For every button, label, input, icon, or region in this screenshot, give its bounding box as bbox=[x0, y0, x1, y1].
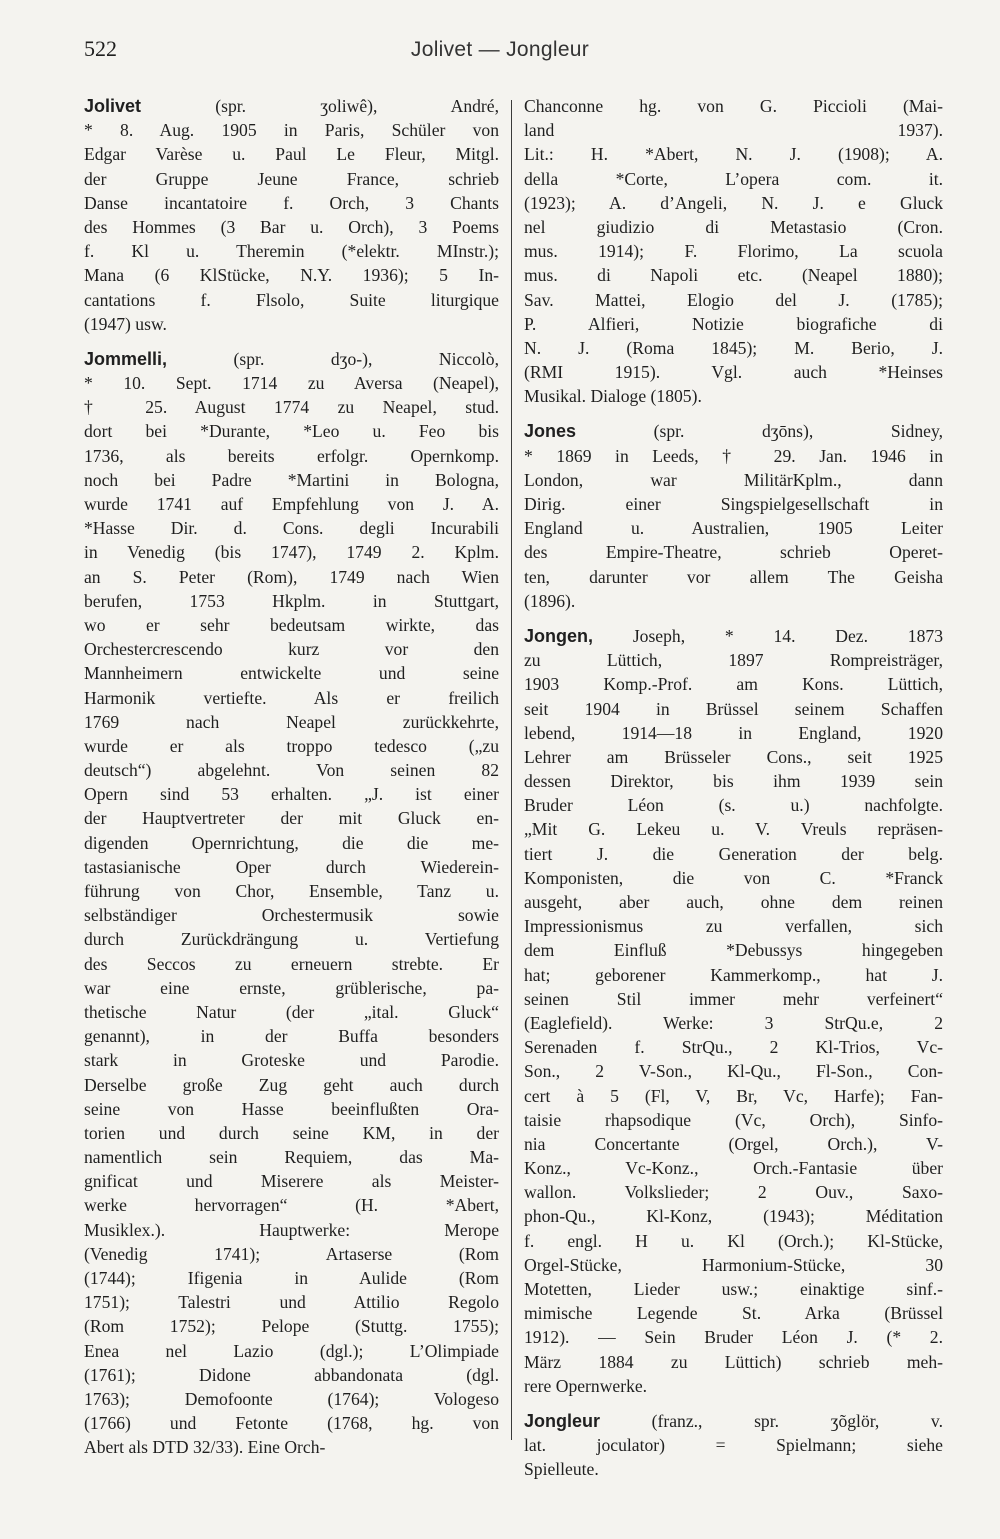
text-line bbox=[84, 1024, 499, 1048]
text-line bbox=[524, 1457, 943, 1481]
text-line bbox=[84, 976, 499, 1000]
text-line bbox=[524, 1011, 943, 1035]
text-line bbox=[84, 347, 499, 371]
text-line bbox=[84, 94, 499, 118]
text-line bbox=[84, 288, 499, 312]
line-text: Komponisten, die von C. *Franck bbox=[524, 867, 943, 888]
text-line bbox=[84, 371, 499, 395]
line-text: Bruder Léon (s. u.) nachfolgte. bbox=[524, 795, 943, 816]
line-text: nia Concertante (Orgel, Orch.), V- bbox=[524, 1133, 943, 1154]
line-text: in Venedig (bis 1747), 1749 2. Kplm. bbox=[84, 542, 499, 563]
text-line bbox=[84, 492, 499, 516]
line-text: deutsch“) abgelehnt. Von seinen 82 bbox=[84, 760, 499, 781]
line-text: Enea nel Lazio (dgl.); L’Olimpiade bbox=[84, 1340, 499, 1361]
line-text: f. Kl u. Theremin (*elektr. MInstr.); bbox=[84, 241, 499, 262]
text-line bbox=[524, 842, 943, 866]
line-text: tastasianische Oper durch Wiederein- bbox=[84, 856, 499, 877]
column-divider bbox=[511, 100, 512, 1440]
text-line bbox=[84, 1411, 499, 1435]
line-text: lat. joculator) = Spielmann; siehe bbox=[524, 1435, 943, 1456]
text-line bbox=[524, 118, 943, 142]
text-line bbox=[524, 1156, 943, 1180]
text-line bbox=[84, 1435, 499, 1459]
line-text: thetische Natur (der „ital. Gluck“ bbox=[84, 1001, 499, 1022]
line-text: Serenaden f. StrQu., 2 Kl-Trios, Vc- bbox=[524, 1037, 943, 1058]
text-line bbox=[524, 1277, 943, 1301]
text-line bbox=[84, 191, 499, 215]
line-text: seit 1904 in Brüssel seinem Schaffen bbox=[524, 698, 943, 719]
line-text: tiert J. die Generation der belg. bbox=[524, 843, 943, 864]
text-line bbox=[84, 710, 499, 734]
line-text: Edgar Varèse u. Paul Le Fleur, Mitgl. bbox=[84, 144, 499, 165]
text-line bbox=[84, 468, 499, 492]
line-text: wallon. Volkslieder; 2 Ouv., Saxo- bbox=[524, 1182, 943, 1203]
entry-gap bbox=[524, 408, 943, 419]
line-text: dem Einfluß *Debussys hingegeben bbox=[524, 940, 943, 961]
text-line bbox=[84, 806, 499, 830]
dictionary-entry bbox=[524, 624, 943, 1398]
line-text: Mannheimern entwickelte und seine bbox=[84, 663, 499, 684]
line-text: (1896). bbox=[524, 590, 576, 611]
line-text: cert à 5 (Fl, V, Br, Vc, Harfe); Fan- bbox=[524, 1085, 943, 1106]
line-text: Motetten, Lieder usw.; einaktige sinf.- bbox=[524, 1279, 943, 1299]
line-text: des Seccos zu erneuern strebte. Er bbox=[84, 953, 499, 974]
line-text: Harmonik vertiefte. Als er freilich bbox=[84, 687, 499, 708]
headword: Jongleur bbox=[524, 1410, 601, 1431]
line-text: führung von Chor, Ensemble, Tanz u. bbox=[84, 881, 499, 901]
text-line bbox=[524, 1180, 943, 1204]
text-line bbox=[84, 1387, 499, 1411]
line-text: della *Corte, L’opera com. it. bbox=[524, 168, 943, 189]
text-line bbox=[84, 1266, 499, 1290]
line-text: taisie rhapsodique (Vc, Orch), Sinfo- bbox=[524, 1109, 943, 1130]
line-text: digenden Opernrichtung, die die me- bbox=[84, 832, 499, 853]
line-text: rere Opernwerke. bbox=[524, 1375, 648, 1396]
text-line bbox=[84, 565, 499, 589]
running-head: Jolivet — Jongleur bbox=[410, 38, 590, 61]
text-line bbox=[84, 1121, 499, 1145]
text-line bbox=[84, 903, 499, 927]
headword: Jommelli, bbox=[84, 348, 168, 369]
text-line bbox=[524, 1108, 943, 1132]
text-line bbox=[84, 1242, 499, 1266]
text-line bbox=[524, 793, 943, 817]
line-text: (spr. dʒo-), Niccolò, bbox=[167, 348, 499, 369]
page-number: 522 bbox=[84, 36, 117, 61]
line-text: mimische Legende St. Arka (Brüssel bbox=[524, 1303, 943, 1324]
text-line bbox=[524, 263, 943, 287]
line-text: * 1869 in Leeds, † 29. Jan. 1946 in bbox=[524, 445, 943, 466]
line-text: ausgeht, aber auch, ohne dem reinen bbox=[524, 892, 943, 912]
text-line bbox=[84, 1097, 499, 1121]
line-text: Orgel-Stücke, Harmonium-Stücke, 30 bbox=[524, 1254, 943, 1275]
line-text: an S. Peter (Rom), 1749 nach Wien bbox=[84, 566, 499, 587]
text-line bbox=[84, 1169, 499, 1193]
line-text: Lit.: H. *Abert, N. J. (1908); A. bbox=[524, 144, 943, 165]
entry-gap bbox=[524, 613, 943, 624]
line-text: Musiklex.). Hauptwerke: Merope bbox=[84, 1219, 499, 1240]
text-line bbox=[84, 613, 499, 637]
dictionary-entry bbox=[84, 94, 499, 336]
line-text: (Rom 1752); Pelope (Stuttg. 1755); bbox=[84, 1316, 499, 1337]
text-line bbox=[524, 963, 943, 987]
right-column bbox=[524, 94, 943, 1482]
text-line bbox=[84, 1193, 499, 1217]
line-text: England u. Australien, 1905 Leiter bbox=[524, 518, 943, 539]
text-line bbox=[524, 1229, 943, 1253]
line-text: gnificat und Miserere als Meister- bbox=[84, 1171, 499, 1192]
text-line bbox=[84, 927, 499, 951]
line-text: P. Alfieri, Notizie biografiche di bbox=[524, 313, 943, 334]
text-line bbox=[84, 952, 499, 976]
line-text: 1912). — Sein Bruder Léon J. (* 2. bbox=[524, 1327, 943, 1348]
line-text: mus. di Napoli etc. (Neapel 1880); bbox=[524, 265, 943, 286]
line-text: (Venedig 1741); Artaserse (Rom bbox=[84, 1243, 499, 1264]
text-line bbox=[524, 1350, 943, 1374]
line-text: (1761); Didone abbandonata (dgl. bbox=[84, 1364, 499, 1385]
text-line bbox=[524, 468, 943, 492]
text-line bbox=[524, 697, 943, 721]
line-text: Musikal. Dialoge (1805). bbox=[524, 386, 702, 407]
text-line bbox=[524, 769, 943, 793]
left-column bbox=[84, 94, 499, 1460]
line-text: durch Zurückdrängung u. Vertiefung bbox=[84, 929, 499, 950]
text-line bbox=[524, 565, 943, 589]
line-text: cantations f. Flsolo, Suite liturgique bbox=[84, 289, 499, 310]
entry-gap bbox=[524, 1398, 943, 1409]
text-line bbox=[524, 1374, 943, 1398]
text-line bbox=[84, 686, 499, 710]
text-line bbox=[524, 191, 943, 215]
line-text: N. J. (Roma 1845); M. Berio, J. bbox=[524, 337, 943, 358]
text-line bbox=[84, 1218, 499, 1242]
dictionary-entry bbox=[524, 94, 943, 408]
text-line bbox=[524, 540, 943, 564]
text-line bbox=[524, 721, 943, 745]
text-line bbox=[524, 1253, 943, 1277]
line-text: Spielleute. bbox=[524, 1459, 599, 1480]
text-line bbox=[524, 167, 943, 191]
text-line bbox=[524, 516, 943, 540]
line-text: (Eaglefield). Werke: 3 StrQu.e, 2 bbox=[524, 1012, 943, 1033]
line-text: Impressionismus zu verfallen, sich bbox=[524, 916, 943, 937]
text-line bbox=[524, 384, 943, 408]
text-line bbox=[524, 1204, 943, 1228]
line-text: 1763); Demofoonte (1764); Vologeso bbox=[84, 1388, 499, 1409]
line-text: (1947) usw. bbox=[84, 313, 167, 334]
text-line bbox=[84, 1363, 499, 1387]
line-text: Derselbe große Zug geht auch durch bbox=[84, 1074, 499, 1095]
text-line bbox=[524, 215, 943, 239]
line-text: torien und durch seine KM, in der bbox=[84, 1122, 499, 1143]
dictionary-entry bbox=[524, 1409, 943, 1482]
line-text: wo er sehr bedeutsam wirkte, das bbox=[84, 614, 499, 635]
line-text: lebend, 1914—18 in England, 1920 bbox=[524, 722, 943, 743]
dictionary-entry bbox=[84, 347, 499, 1460]
line-text: Joseph, * 14. Dez. 1873 bbox=[593, 625, 943, 646]
text-line bbox=[84, 118, 499, 142]
text-line bbox=[524, 1301, 943, 1325]
text-line bbox=[84, 312, 499, 336]
line-text: des Hommes (3 Bar u. Orch), 3 Poems bbox=[84, 216, 499, 237]
text-line bbox=[84, 239, 499, 263]
text-line bbox=[524, 817, 943, 841]
line-text: genannt), in der Buffa besonders bbox=[84, 1026, 499, 1047]
line-text: Mana (6 KlStücke, N.Y. 1936); 5 In- bbox=[84, 265, 499, 286]
text-line bbox=[84, 142, 499, 166]
line-text: ten, darunter vor allem The Geisha bbox=[524, 566, 943, 587]
text-line bbox=[524, 288, 943, 312]
line-text: berufen, 1753 Hkplm. in Stuttgart, bbox=[84, 590, 499, 611]
text-line bbox=[524, 360, 943, 384]
text-line bbox=[524, 419, 943, 443]
line-text: *Hasse Dir. d. Cons. degli Incurabili bbox=[84, 518, 499, 539]
text-line bbox=[524, 745, 943, 769]
headword: Jongen, bbox=[524, 625, 594, 646]
line-text: Dirig. einer Singspielgesellschaft in bbox=[524, 494, 943, 514]
line-text: zu Lüttich, 1897 Rompreisträger, bbox=[524, 650, 943, 671]
line-text: f. engl. H u. Kl (Orch.); Kl-Stücke, bbox=[524, 1230, 943, 1251]
entry-gap bbox=[84, 336, 499, 347]
text-line bbox=[84, 540, 499, 564]
line-text: selbständiger Orchestermusik sowie bbox=[84, 905, 499, 926]
text-line bbox=[524, 866, 943, 890]
line-text: namentlich sein Requiem, das Ma- bbox=[84, 1147, 499, 1168]
line-text: Son., 2 V-Son., Kl-Qu., Fl-Son., Con- bbox=[524, 1061, 943, 1082]
line-text: (franz., spr. ʒõglör, v. bbox=[600, 1410, 943, 1431]
text-line bbox=[524, 492, 943, 516]
text-line bbox=[84, 831, 499, 855]
text-line bbox=[524, 1433, 943, 1457]
line-text: „Mit G. Lekeu u. V. Vreuls repräsen- bbox=[524, 819, 943, 840]
text-line bbox=[524, 1132, 943, 1156]
line-text: * 8. Aug. 1905 in Paris, Schüler von bbox=[84, 120, 499, 141]
text-line bbox=[84, 1000, 499, 1024]
line-text: der Gruppe Jeune France, schrieb bbox=[84, 168, 499, 189]
text-line bbox=[524, 938, 943, 962]
text-line bbox=[84, 395, 499, 419]
line-text: land 1937). bbox=[524, 120, 943, 141]
text-line bbox=[84, 758, 499, 782]
text-line bbox=[84, 1145, 499, 1169]
text-line bbox=[524, 987, 943, 1011]
text-line bbox=[84, 419, 499, 443]
text-line bbox=[84, 1339, 499, 1363]
headword: Jolivet bbox=[84, 96, 142, 116]
line-text: (1744); Ifigenia in Aulide (Rom bbox=[84, 1268, 499, 1288]
line-text: (RMI 1915). Vgl. auch *Heinses bbox=[524, 362, 943, 383]
text-line bbox=[84, 444, 499, 468]
line-text: des Empire-Theatre, schrieb Operet- bbox=[524, 542, 943, 563]
line-text: 1751); Talestri und Attilio Regolo bbox=[84, 1292, 499, 1313]
text-line bbox=[524, 1409, 943, 1433]
line-text: seine von Hasse beeinflußten Ora- bbox=[84, 1098, 499, 1119]
line-text: März 1884 zu Lüttich) schrieb meh- bbox=[524, 1351, 943, 1372]
text-line bbox=[84, 263, 499, 287]
text-line bbox=[84, 215, 499, 239]
text-line bbox=[524, 648, 943, 672]
text-line bbox=[84, 1073, 499, 1097]
headword: Jones bbox=[524, 421, 577, 442]
line-text: 1903 Komp.-Prof. am Kons. Lüttich, bbox=[524, 674, 943, 695]
line-text: Lehrer am Brüsseler Cons., seit 1925 bbox=[524, 746, 943, 767]
text-line bbox=[524, 444, 943, 468]
text-line bbox=[84, 637, 499, 661]
text-line bbox=[84, 1290, 499, 1314]
line-text: (1766) und Fetonte (1768, hg. von bbox=[84, 1413, 499, 1434]
text-line bbox=[84, 782, 499, 806]
text-line bbox=[84, 1314, 499, 1338]
line-text: wurde er als troppo tedesco („zu bbox=[84, 735, 499, 756]
line-text: (spr. dʒōns), Sidney, bbox=[576, 421, 943, 442]
line-text: war eine ernste, grüblerische, pa- bbox=[84, 977, 499, 998]
text-line bbox=[84, 516, 499, 540]
text-line bbox=[84, 167, 499, 191]
text-line bbox=[524, 1059, 943, 1083]
line-text: hat; geborener Kammerkomp., hat J. bbox=[524, 964, 943, 985]
line-text: noch bei Padre *Martini in Bologna, bbox=[84, 469, 499, 490]
line-text: Sav. Mattei, Elogio del J. (1785); bbox=[524, 289, 943, 310]
text-line bbox=[84, 734, 499, 758]
text-line bbox=[524, 1325, 943, 1349]
text-line bbox=[524, 672, 943, 696]
line-text: 1769 nach Neapel zurückkehrte, bbox=[84, 711, 499, 732]
text-line bbox=[524, 1035, 943, 1059]
line-text: Danse incantatoire f. Orch, 3 Chants bbox=[84, 192, 499, 213]
line-text: der Hauptvertreter der mit Gluck en- bbox=[84, 808, 499, 829]
line-text: nel giudizio di Metastasio (Cron. bbox=[524, 216, 943, 237]
text-line bbox=[524, 94, 943, 118]
line-text: dort bei *Durante, *Leo u. Feo bis bbox=[84, 421, 499, 442]
line-text: dessen Direktor, bis ihm 1939 sein bbox=[524, 771, 943, 792]
line-text: Opern sind 53 erhalten. „J. ist einer bbox=[84, 784, 499, 805]
text-line bbox=[524, 890, 943, 914]
line-text: Abert als DTD 32/33). Eine Orch- bbox=[84, 1437, 326, 1458]
text-line bbox=[524, 1084, 943, 1108]
line-text: Konz., Vc-Konz., Orch.-Fantasie über bbox=[524, 1158, 943, 1179]
line-text: * 10. Sept. 1714 zu Aversa (Neapel), bbox=[84, 373, 499, 394]
text-line bbox=[524, 142, 943, 166]
line-text: Orchestercrescendo kurz vor den bbox=[84, 639, 499, 660]
line-text: † 25. August 1774 zu Neapel, stud. bbox=[84, 397, 499, 418]
line-text: werke hervorragen“ (H. *Abert, bbox=[84, 1195, 499, 1216]
line-text: mus. 1914); F. Florimo, La scuola bbox=[524, 241, 943, 262]
text-line bbox=[524, 336, 943, 360]
line-text: seinen Stil immer mehr verfeinert“ bbox=[524, 988, 943, 1009]
dictionary-entry bbox=[524, 419, 943, 613]
line-text: 1736, als bereits erfolgr. Opernkomp. bbox=[84, 445, 499, 466]
text-line bbox=[524, 589, 943, 613]
line-text: wurde 1741 auf Empfehlung von J. A. bbox=[84, 494, 499, 514]
text-line bbox=[524, 312, 943, 336]
text-line bbox=[84, 855, 499, 879]
text-line bbox=[84, 1048, 499, 1072]
text-line bbox=[84, 661, 499, 685]
text-line bbox=[84, 589, 499, 613]
line-text: (spr. ʒoliwê), André, bbox=[141, 96, 499, 116]
line-text: London, war MilitärKplm., dann bbox=[524, 469, 943, 490]
text-line bbox=[524, 624, 943, 648]
line-text: Chanconne hg. von G. Piccioli (Mai- bbox=[524, 96, 943, 116]
text-line bbox=[524, 914, 943, 938]
text-line bbox=[84, 879, 499, 903]
text-line bbox=[524, 239, 943, 263]
line-text: (1923); A. d’Angeli, N. J. e Gluck bbox=[524, 192, 943, 213]
line-text: phon-Qu., Kl-Konz, (1943); Méditation bbox=[524, 1206, 943, 1227]
line-text: stark in Groteske und Parodie. bbox=[84, 1050, 499, 1071]
